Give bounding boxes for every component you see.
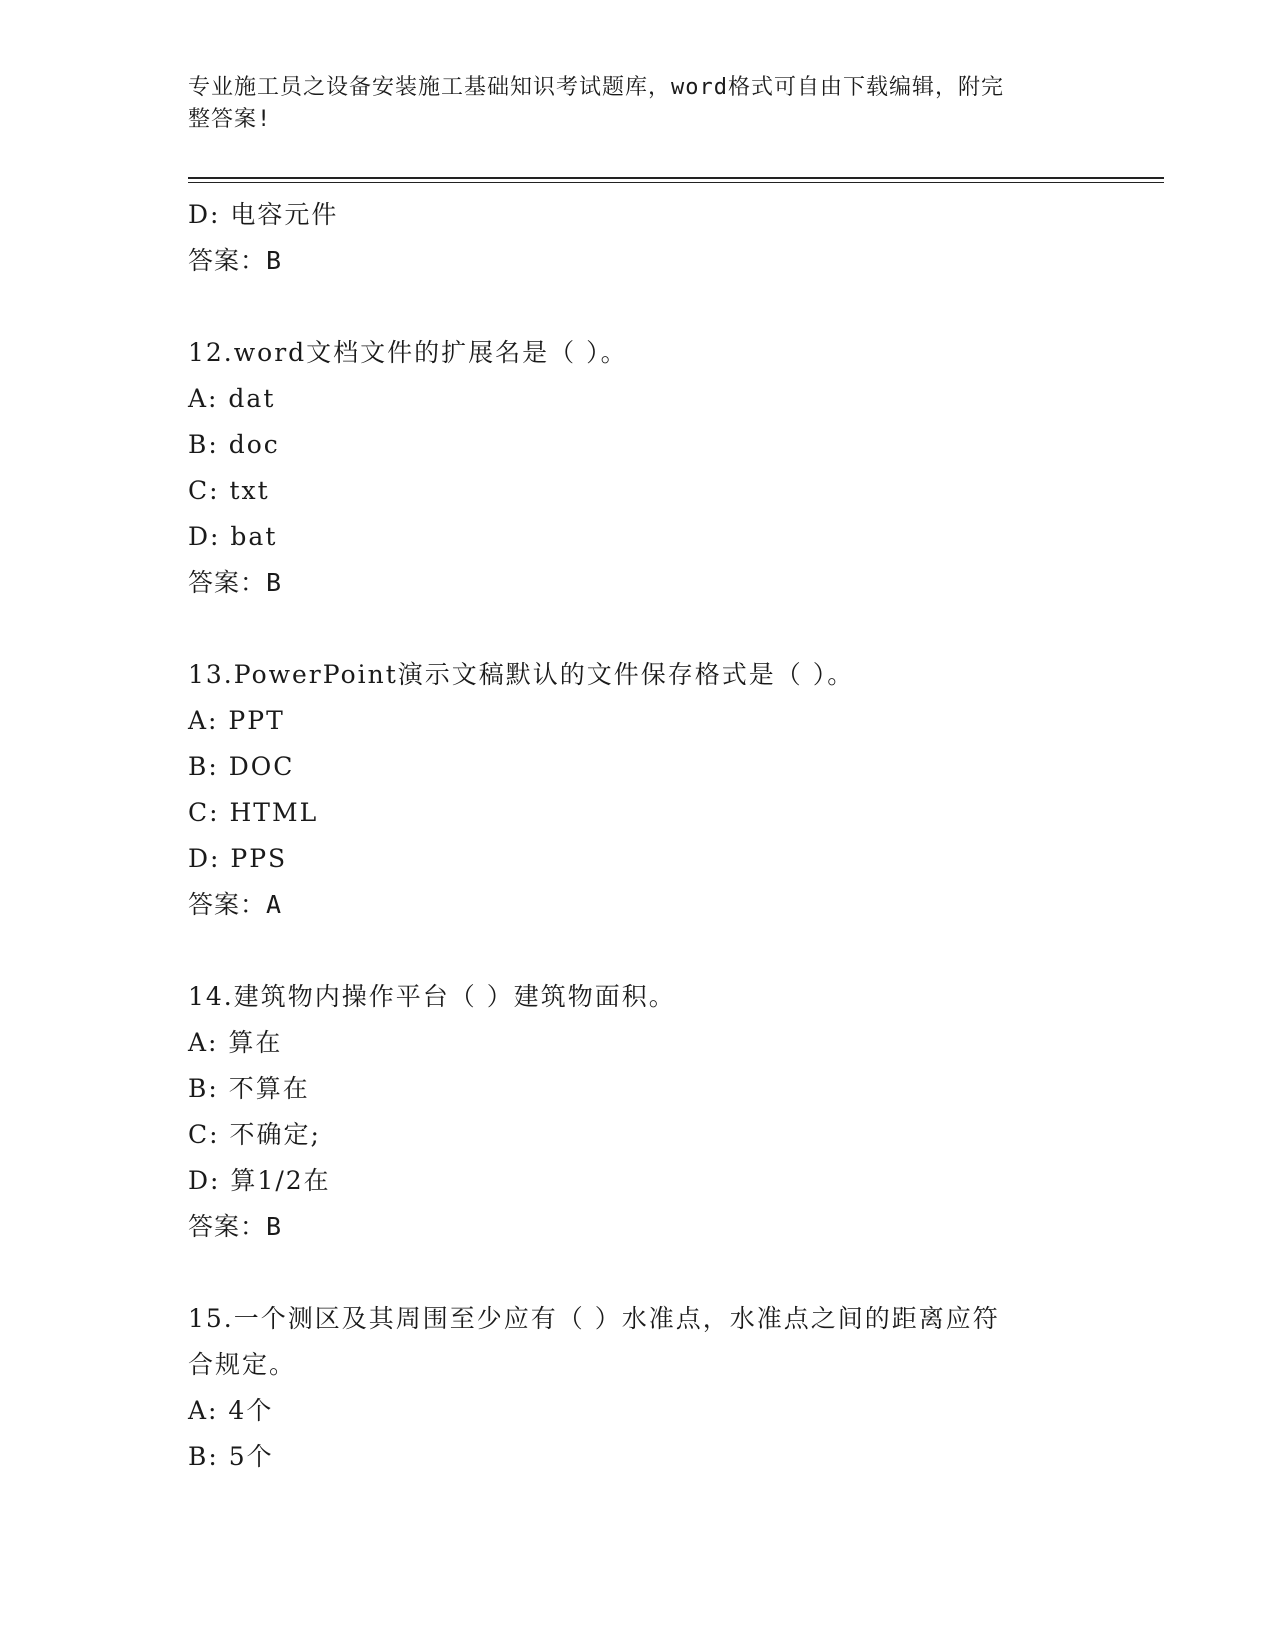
option-line: B: 不算在 (188, 1074, 310, 1103)
option-line: C: HTML (188, 798, 319, 827)
option-line: A: 4个 (188, 1396, 274, 1425)
spacer (188, 606, 1088, 652)
question-stem: 14.建筑物内操作平台（ ）建筑物面积。 (188, 982, 676, 1011)
option-line: B: DOC (188, 752, 295, 781)
question-stem: 12.word文档文件的扩展名是（ ）。 (188, 338, 628, 367)
spacer (188, 284, 1088, 330)
question-stem: 15.一个测区及其周围至少应有（ ）水准点，水准点之间的距离应符 (188, 1304, 1000, 1333)
option-line: C: 不确定; (188, 1120, 321, 1149)
document-header (188, 72, 1068, 136)
answer-line: 答案：B (188, 568, 283, 597)
option-line: A: dat (188, 384, 276, 413)
answer-line: 答案：A (188, 890, 283, 919)
header-line-2: 整答案! (188, 107, 272, 132)
option-line: B: 5个 (188, 1442, 274, 1471)
header-divider-thin (188, 182, 1164, 183)
spacer (188, 928, 1088, 974)
header-divider-thick (188, 177, 1164, 179)
question-stem-continuation: 合规定。 (188, 1350, 297, 1379)
option-line: A: 算在 (188, 1028, 283, 1057)
spacer (188, 1250, 1088, 1296)
question-list (188, 192, 1088, 1480)
answer-line: 答案：B (188, 1212, 283, 1241)
option-line: A: PPT (188, 706, 285, 735)
option-line: D: 算1/2在 (188, 1166, 331, 1195)
answer-line: 答案：B (188, 246, 283, 275)
question-stem: 13.PowerPoint演示文稿默认的文件保存格式是（ ）。 (188, 660, 855, 689)
option-line: C: txt (188, 476, 270, 505)
option-line: D: PPS (188, 844, 288, 873)
option-line: D: 电容元件 (188, 200, 339, 229)
option-line: B: doc (188, 430, 280, 459)
option-line: D: bat (188, 522, 278, 551)
header-line-1: 专业施工员之设备安装施工基础知识考试题库，word格式可自由下载编辑，附完 (188, 75, 1004, 100)
